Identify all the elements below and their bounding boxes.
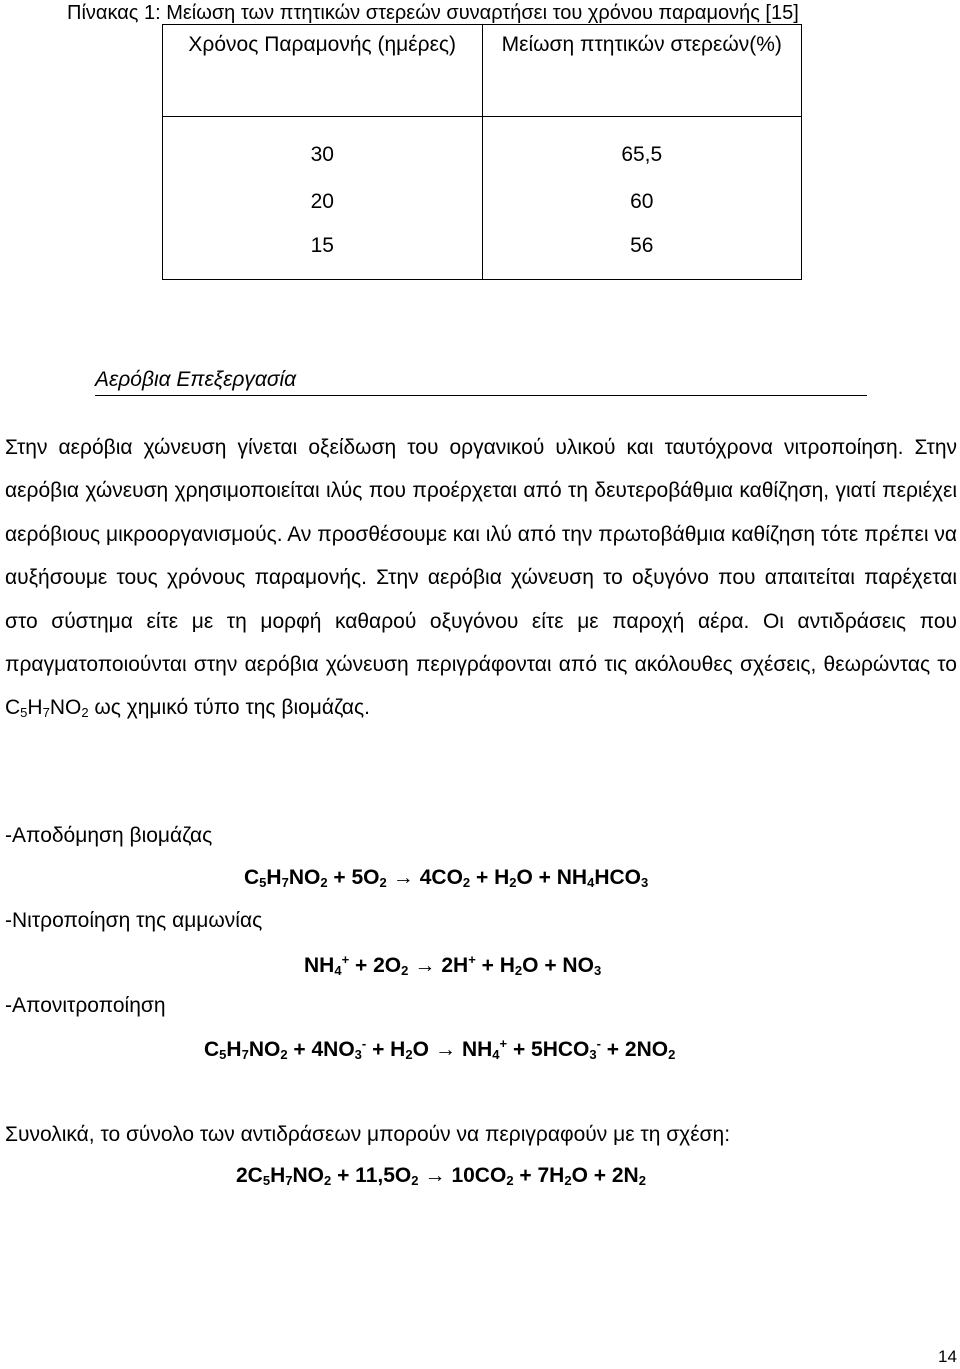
arrow-icon: → (434, 1038, 456, 1061)
table-header: Μείωση πτητικών στερεών(%) (482, 25, 802, 117)
table-cell: 65,5 (482, 117, 802, 177)
summary-text: Συνολικά, το σύνολο των αντιδράσεων μπορούν να περιγραφούν με τη σχέση: (5, 1123, 731, 1146)
equation-decomposition: $C_5H_7NO_2 + 5O_2 \to 4CO_2 + H_2O + NH_4HCO_3$ (244, 866, 649, 890)
table-header: Χρόνος Παραμονής (ημέρες) (163, 25, 483, 117)
biomass-formula: $C_5H_7NO_2$ (5, 696, 89, 721)
paragraph-text-end: ως χημικό τύπο της βιομάζας. (88, 696, 370, 720)
retention-time-table (162, 24, 802, 280)
arrow-icon: → (414, 954, 436, 977)
table-cell: 15 (163, 228, 483, 280)
page-number: 14 (938, 1347, 957, 1366)
label-decomposition: -Αποδόμηση βιομάζας (5, 824, 213, 847)
label-nitrification: -Νιτροποίηση της αμμωνίας (5, 909, 263, 932)
body-paragraph (5, 426, 957, 735)
equation-nitrification: $NH_4^+ + 2O_2 \to 2H^+ + H_2O + NO_3$ (304, 952, 602, 978)
table-row (163, 228, 802, 280)
arrow-icon: → (392, 866, 414, 889)
paragraph-text: Στην αερόβια χώνευση γίνεται οξείδωση του οργανικού υλικού και ταυτόχρονα νιτροποίηση. Στην αερόβια χώνευση χρησιμοποιείται ιλύς που προέρχεται από τη δευτεροβάθμια καθίζηση, γιατί περιέχει αερόβιους μικροοργανισμούς. Αν προσθέσουμε και ιλύ από την πρωτοβάθμια καθίζηση τότε πρέπει να αυξήσουμε τους χρόνους παραμονής. Στην αερόβια χώνευση το οξυγόνο που απαιτείται παρέχεται στο σύστημα είτε με τη μορφή καθαρού οξυγόνου είτε με παροχή αέρα. Οι αντιδράσεις που πραγματοποιούνται στην αερόβια χώνευση περιγράφονται από τις ακόλουθες σχέσεις, θεωρώντας το (5, 436, 957, 677)
equation-denitrification: $C_5H_7NO_2 + 4NO_3^- + H_2O \to NH_4^+ + 5HCO_3^- + 2NO_2$ (204, 1036, 676, 1062)
label-denitrification: -Απονιτροποίηση (5, 994, 166, 1017)
equation-overall: $2C_5H_7NO_2 + 11,5O_2 \to 10CO_2 + 7H_2O + 2N_2$ (236, 1164, 646, 1188)
table-row (163, 176, 802, 228)
table-cell: 56 (482, 228, 802, 280)
table-caption: Πίνακας 1: Μείωση των πτητικών στερεών συναρτήσει του χρόνου παραμονής [15] (67, 2, 799, 24)
section-title: Αερόβια Επεξεργασία (95, 368, 867, 396)
arrow-icon: → (424, 1164, 446, 1187)
table-cell: 30 (163, 117, 483, 177)
table-cell: 20 (163, 176, 483, 228)
table-cell: 60 (482, 176, 802, 228)
table-row (163, 117, 802, 177)
